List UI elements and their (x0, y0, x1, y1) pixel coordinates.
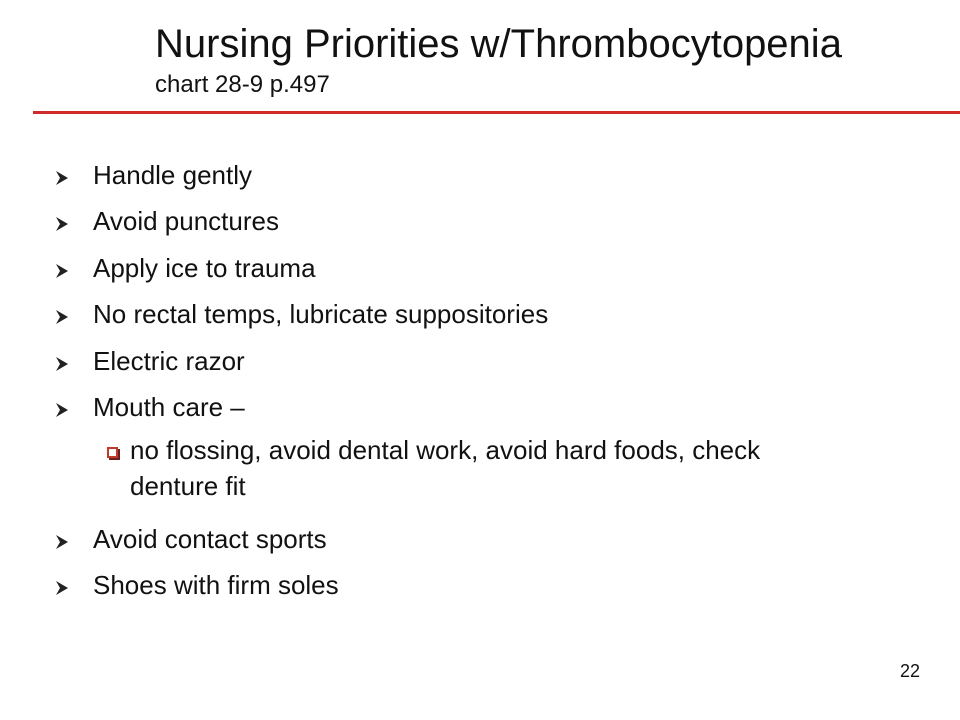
bullet-text: Shoes with firm soles (93, 570, 339, 600)
arrowhead-icon (55, 216, 69, 232)
arrowhead-icon (55, 170, 69, 186)
sub-bullet-text: no flossing, avoid dental work, avoid hard foods, check denture fit (130, 435, 761, 501)
bullet-item (50, 570, 930, 616)
bullet-text: No rectal temps, lubricate suppositories (93, 299, 549, 329)
bullet-text: Handle gently (93, 160, 252, 190)
arrowhead-icon (55, 580, 69, 596)
page-number: 22 (899, 661, 920, 681)
bullet-item (50, 524, 930, 570)
arrowhead-icon (55, 402, 69, 418)
bullet-text: Avoid punctures (93, 206, 279, 236)
bullet-item (50, 299, 930, 345)
bullet-item (50, 346, 930, 392)
bullet-item (50, 206, 930, 252)
bullet-text: Mouth care – (93, 392, 245, 422)
bullet-text: Avoid contact sports (93, 524, 327, 554)
arrowhead-icon (55, 263, 69, 279)
slide-subtitle: chart 28-9 p.497 (155, 71, 330, 98)
slide-title: Nursing Priorities w/Thrombocytopenia (155, 22, 842, 66)
arrowhead-icon (55, 534, 69, 550)
hollow-square-icon (107, 447, 118, 458)
bullet-text: Apply ice to trauma (93, 253, 316, 283)
arrowhead-icon (55, 309, 69, 325)
bullet-item (50, 253, 930, 299)
bullet-item (50, 160, 930, 206)
bullet-text: Electric razor (93, 346, 245, 376)
arrowhead-icon (55, 356, 69, 372)
